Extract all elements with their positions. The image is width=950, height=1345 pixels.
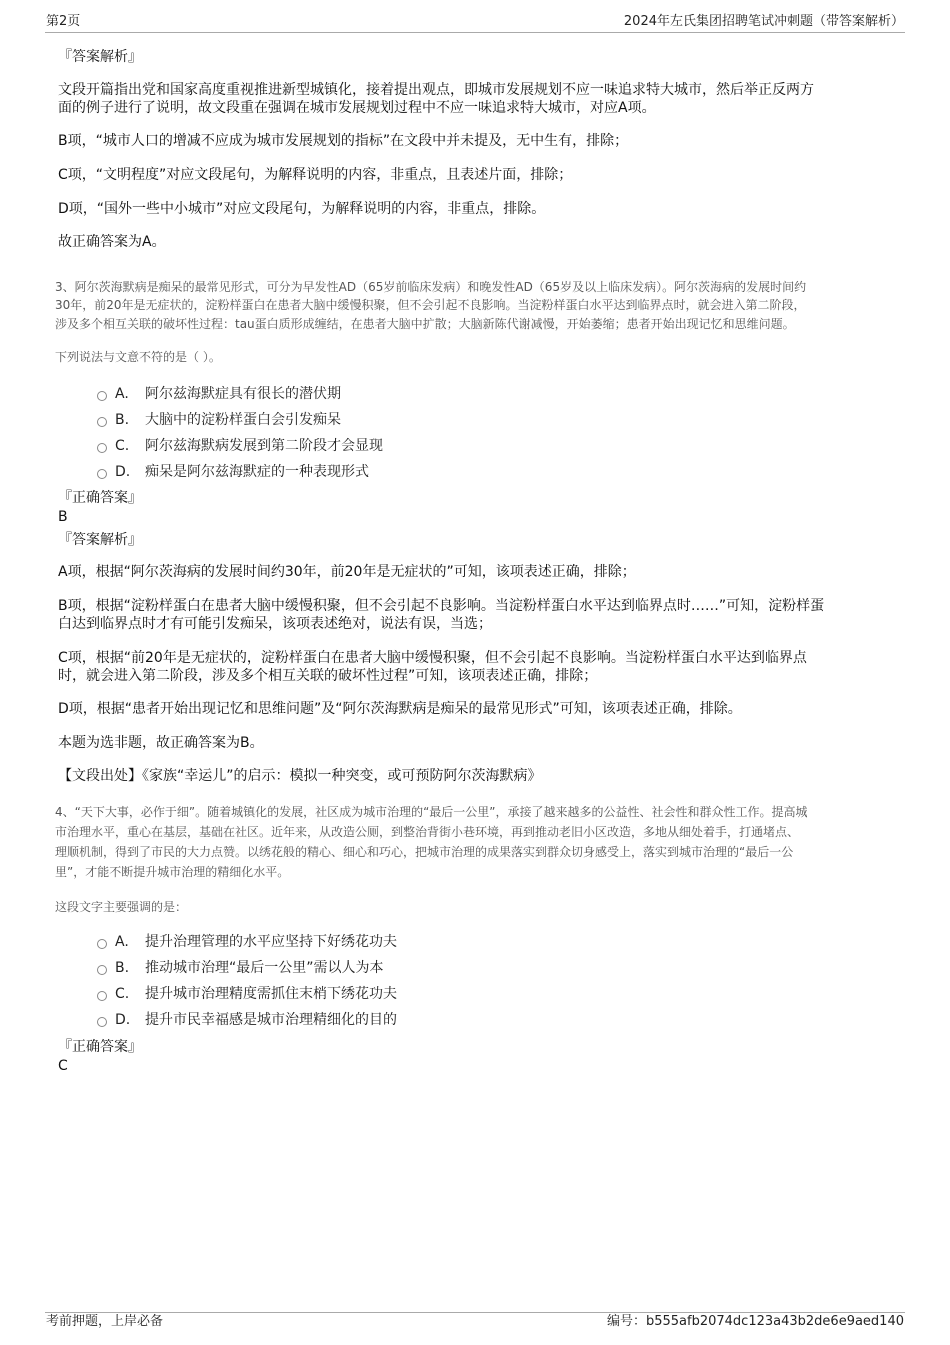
option-text: 提升城市治理精度需抓住末梢下绣花功夫	[145, 986, 397, 1002]
option-text: 大脑中的淀粉样蛋白会引发痴呆	[145, 412, 341, 428]
analysis-option-c: C项，根据“前20年是无症状的，淀粉样蛋白在患者大脑中缓慢积聚，但不会引起不良影响。当淀粉样蛋白水平达到临界点	[58, 650, 807, 666]
radio-button[interactable]	[97, 991, 107, 1001]
option-text: 提升治理管理的水平应坚持下好绣花功夫	[145, 934, 397, 950]
document-title: 2024年左氏集团招聘笔试冲刺题（带答案解析）	[623, 14, 904, 29]
header-divider	[45, 32, 905, 33]
option-letter: D.	[115, 464, 131, 480]
option-letter: B.	[115, 412, 130, 428]
option-text: 阿尔兹海默病发展到第二阶段才会显现	[145, 438, 383, 454]
analysis-option-c: 时，就会进入第二阶段，涉及多个相互关联的破坏性过程”可知，该项表述正确，排除；	[58, 668, 598, 684]
option-text: 痴呆是阿尔兹海默症的一种表现形式	[145, 464, 369, 480]
radio-button[interactable]	[97, 965, 107, 975]
question-stem: 涉及多个相互关联的破坏性过程：tau蛋白质形成缠结，在患者大脑中扩散；大脑新陈代谢减慢，开始萎缩；患者开始出现记忆和思维问题。	[55, 317, 795, 331]
question-stem: 3、阿尔茨海默病是痴呆的最常见形式，可分为早发性AD（65岁前临床发病）和晚发性AD（65岁及以上临床发病）。阿尔茨海病的发展时间约	[55, 280, 807, 294]
option-text: 阿尔兹海默症具有很长的潜伏期	[145, 386, 341, 402]
option-letter: A.	[115, 386, 129, 402]
question-prompt: 这段文字主要强调的是：	[55, 900, 188, 914]
analysis-label: 『答案解析』	[58, 49, 142, 65]
analysis-option-c: C项，“文明程度”对应文段尾句，为解释说明的内容，非重点，且表述片面，排除；	[58, 167, 573, 183]
question-stem: 理顺机制，得到了市民的大力点赞。以绣花般的精心、细心和巧心，把城市治理的成果落实到群众切身感受上，落实到城市治理的“最后一公	[55, 845, 794, 859]
option-text: 提升市民幸福感是城市治理精细化的目的	[145, 1012, 397, 1028]
question-stem: 里”，才能不断提升城市治理的精细化水平。	[55, 865, 290, 879]
correct-answer: B	[58, 509, 68, 525]
analysis-option-d: D项，根据“患者开始出现记忆和思维问题”及“阿尔茨海默病是痴呆的最常见形式”可知，该项表述正确，排除。	[58, 701, 742, 717]
page-number: 第2页	[46, 14, 81, 29]
analysis-option-a: A项，根据“阿尔茨海病的发展时间约30年，前20年是无症状的”可知，该项表述正确，排除；	[58, 564, 636, 580]
option-letter: C.	[115, 438, 130, 454]
analysis-option-b: B项，“城市人口的增减不应成为城市发展规划的指标”在文段中并未提及，无中生有，排除；	[58, 133, 629, 149]
question-stem: 4、“天下大事，必作于细”。随着城镇化的发展，社区成为城市治理的“最后一公里”，承接了越来越多的公益性、社会性和群众性工作。提高城	[55, 805, 808, 819]
option-letter: B.	[115, 960, 130, 976]
option-letter: D.	[115, 1012, 131, 1028]
analysis-conclusion: 本题为选非题，故正确答案为B。	[58, 735, 264, 751]
answer-label: 『正确答案』	[58, 1039, 142, 1055]
footer-slogan: 考前押题，上岸必备	[46, 1314, 164, 1329]
radio-button[interactable]	[97, 391, 107, 401]
question-stem: 30年，前20年是无症状的，淀粉样蛋白在患者大脑中缓慢积聚，但不会引起不良影响。当淀粉样蛋白水平达到临界点时，就会进入第二阶段，	[55, 298, 806, 312]
analysis-conclusion: 故正确答案为A。	[58, 234, 166, 250]
radio-button[interactable]	[97, 939, 107, 949]
passage-source: 【文段出处】《家族“幸运儿”的启示：模拟一种突变，或可预防阿尔茨海默病》	[58, 768, 542, 784]
option-letter: A.	[115, 934, 129, 950]
analysis-option-d: D项，“国外一些中小城市”对应文段尾句，为解释说明的内容，非重点，排除。	[58, 201, 546, 217]
analysis-label: 『答案解析』	[58, 532, 142, 548]
analysis-option-b: 白达到临界点时才有可能引发痴呆，该项表述绝对，说法有误，当选；	[58, 616, 492, 632]
option-letter: C.	[115, 986, 130, 1002]
answer-label: 『正确答案』	[58, 490, 142, 506]
radio-button[interactable]	[97, 443, 107, 453]
option-text: 推动城市治理“最后一公里”需以人为本	[145, 960, 384, 976]
question-prompt: 下列说法与文意不符的是（ ）。	[55, 350, 221, 364]
radio-button[interactable]	[97, 417, 107, 427]
radio-button[interactable]	[97, 469, 107, 479]
analysis-text: 面的例子进行了说明，故文段重在强调在城市发展规划过程中不应一味追求特大城市，对应A项。	[58, 100, 656, 116]
radio-button[interactable]	[97, 1017, 107, 1027]
analysis-option-b: B项，根据“淀粉样蛋白在患者大脑中缓慢积聚，但不会引起不良影响。当淀粉样蛋白水平达到临界点时……”可知，淀粉样蛋	[58, 598, 825, 614]
document-id: 编号：b555afb2074dc123a43b2de6e9aed140	[606, 1314, 904, 1329]
analysis-text: 文段开篇指出党和国家高度重视推进新型城镇化，接着提出观点，即城市发展规划不应一味追求特大城市，然后举正反两方	[58, 82, 814, 98]
correct-answer: C	[58, 1058, 68, 1074]
question-stem: 市治理水平，重心在基层，基础在社区。近年来，从改造公厕，到整治背街小巷环境，再到推动老旧小区改造，多地从细处着手，打通堵点、	[55, 825, 800, 839]
footer-divider	[45, 1312, 905, 1313]
